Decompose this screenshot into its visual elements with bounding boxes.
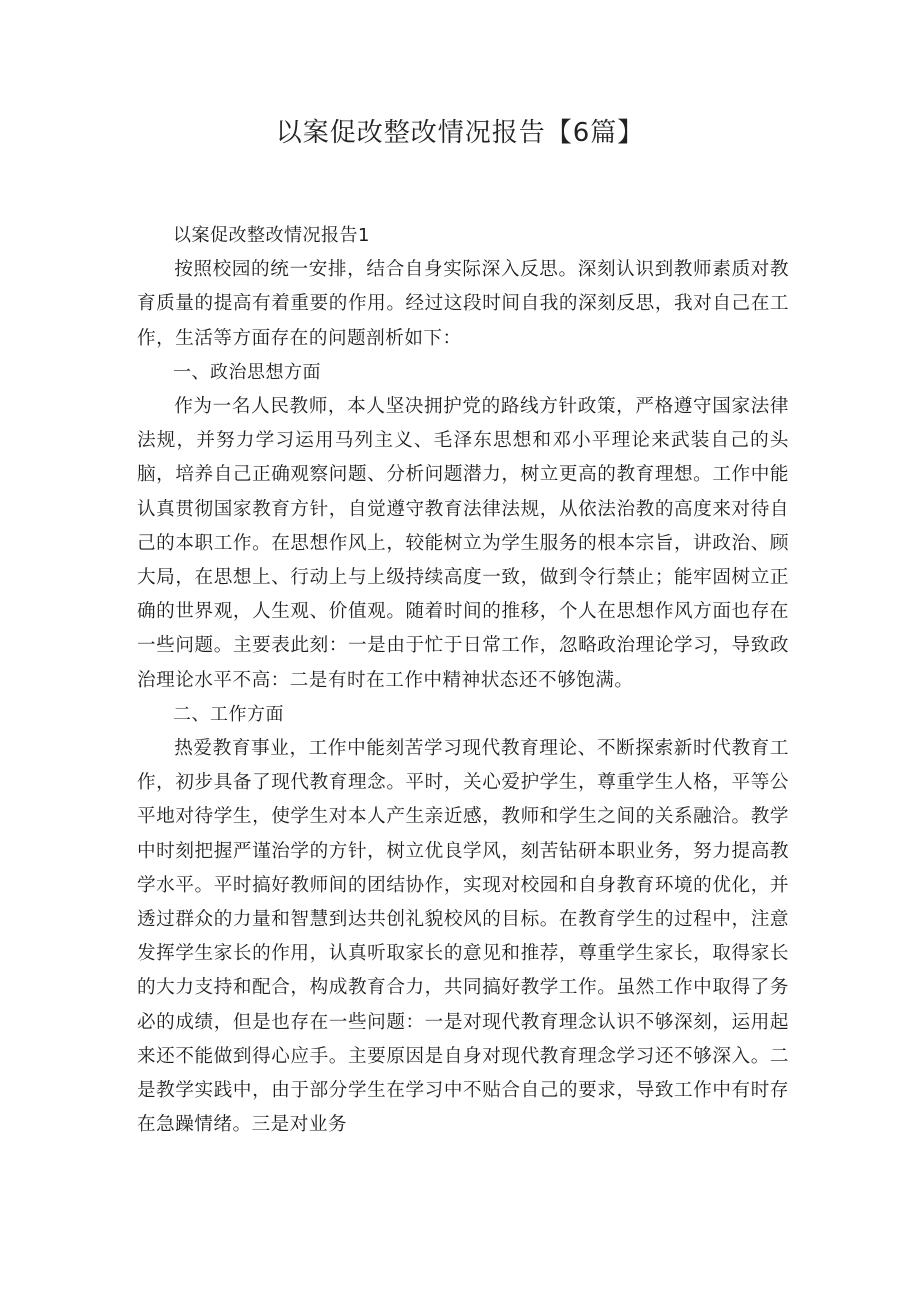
- section-body-work: 热爱教育事业，工作中能刻苦学习现代教育理论、不断探索新时代教育工作，初步具备了现代教育理念。平时，关心爱护学生，尊重学生人格，平等公平地对待学生，使学生对本人产生亲近感，教师和学生之间的关系融洽。教学中时刻把握严谨治学的方针，树立优良学风，刻苦钻研本职业务，努力提高教学水平。平时搞好教师间的团结协作，实现对校园和自身教育环境的优化，并透过群众的力量和智慧到达共创礼貌校风的目标。在教育学生的过程中，注意发挥学生家长的作用，认真听取家长的意见和推荐，尊重学生家长，取得家长的大力支持和配合，构成教育合力，共同搞好教学工作。虽然工作中取得了务必的成绩，但是也存在一些问题：一是对现代教育理念认识不够深刻，运用起来还不能做到得心应手。主要原因是自身对现代教育理念学习还不够深入。二是教学实践中，由于部分学生在学习中不贴合自己的要求，导致工作中有时存在急躁情绪。三是对业务: [137, 738, 789, 1136]
- section-heading-work: 二、工作方面: [173, 703, 284, 725]
- section-heading-political: 一、政治思想方面: [173, 361, 321, 383]
- section-body-political: 作为一名人民教师，本人坚决拥护党的路线方针政策，严格遵守国家法律法规，并努力学习运用马列主义、毛泽东思想和邓小平理论来武装自己的头脑，培养自己正确观察问题、分析问题潜力，树立更高的教育理想。工作中能认真贯彻国家教育方针，自觉遵守教育法律法规，从依法治教的高度来对待自己的本职工作。在思想作风上，较能树立为学生服务的根本宗旨，讲政治、顾大局，在思想上、行动上与上级持续高度一致，做到令行禁止；能牢固树立正确的世界观，人生观、价值观。随着时间的推移，个人在思想作风方面也存在一些问题。主要表此刻：一是由于忙于日常工作，忽略政治理论学习，导致政治理论水平不高：二是有时在工作中精神状态还不够饱满。: [137, 396, 789, 691]
- document-title: 以案促改整改情况报告【6篇】: [275, 118, 645, 148]
- report-subtitle: 以案促改整改情况报告1: [173, 225, 370, 246]
- document-body: [137, 219, 789, 1142]
- intro-paragraph: 按照校园的统一安排，结合自身实际深入反思。深刻认识到教师素质对教育质量的提高有着重要的作用。经过这段时间自我的深刻反思，我对自己在工作，生活等方面存在的问题剖析如下：: [137, 259, 789, 349]
